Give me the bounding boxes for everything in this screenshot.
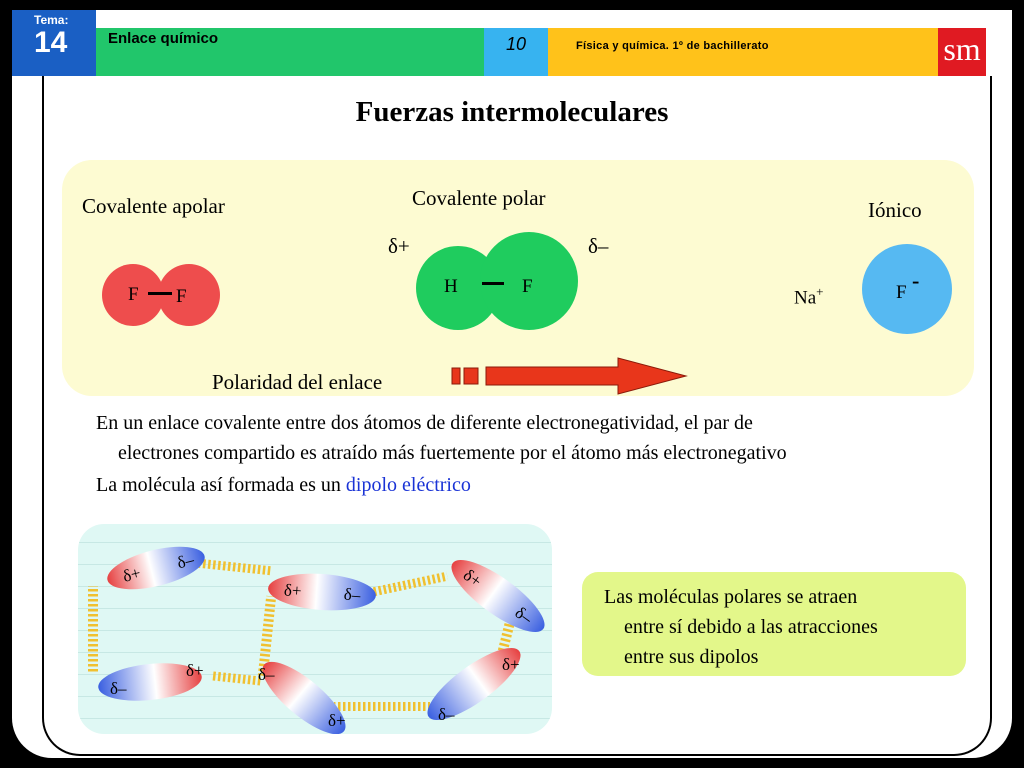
polar-charge-left: δ+ [388,234,410,258]
ionic-label: Iónico [868,198,922,222]
dipole-label-pos: δ+ [186,661,204,680]
polar-atom2-symbol: F [522,276,533,297]
note-line-2: entre sí debido a las atracciones [624,616,878,638]
subject-text: Física y química. 1º de bachillerato [576,40,769,52]
topic-title: Enlace químico [108,30,219,47]
paragraph-line-3-prefix: La molécula así formada es un [96,474,346,496]
polar-bond-line [482,282,504,285]
dipole-label-pos: δ+ [328,711,346,730]
dipole-label-neg: δ– [438,705,455,724]
apolar-label: Covalente apolar [82,194,225,218]
page-number: 10 [505,34,527,54]
apolar-atom2-symbol: F [176,286,187,307]
dipole-label-neg: δ– [258,665,275,684]
dipole-molecule [267,570,377,613]
note-box [582,572,966,676]
bond-types-panel [62,160,974,396]
polar-atom1-symbol: H [444,276,458,297]
paragraph-line-3 [96,474,471,497]
polarity-label: Polaridad del enlace [212,370,383,394]
dipole-label-pos: δ+ [459,565,486,591]
apolar-bond-line [148,292,172,295]
polar-charge-right: δ– [588,234,609,258]
tema-label: Tema: [34,13,69,27]
topic-bar [96,28,484,76]
slide [12,10,1012,758]
ionic-cation-charge: + [816,284,824,299]
dipole-molecule [418,637,530,732]
ionic-anion-atom [862,244,952,334]
dipole-chain-diagram [78,524,552,734]
dipole-label-neg: δ– [110,679,127,698]
dipole-molecule [103,538,209,597]
apolar-atom-right [158,264,220,326]
page-title: Fuerzas intermoleculares [355,96,669,128]
dipole-term: dipolo eléctrico [345,474,471,496]
apolar-atom1-symbol: F [128,284,139,305]
tema-box [12,10,96,76]
publisher-logo: sm [938,28,986,76]
dipole-label-pos: δ+ [283,580,303,601]
dipole-label-pos: δ+ [120,563,143,586]
dipole-label-neg: δ– [343,584,362,605]
dipole-label-pos: δ+ [502,655,520,674]
ionic-anion-symbol: F [896,282,907,303]
header-bar [12,10,1012,76]
ionic-cation-symbol: Na [794,287,817,309]
note-line-1: Las moléculas polares se atraen [604,586,858,608]
tema-number: 14 [34,26,68,59]
page-number-box [484,28,548,76]
dipole-label-neg: δ– [175,549,196,573]
paragraph-line-1: En un enlace covalente entre dos átomos de diferente electronegatividad, el par de [96,412,753,434]
ionic-cation [794,284,824,309]
dipole-label-neg: δ– [511,602,537,628]
polarity-arrow-icon [450,356,690,396]
note-line-3: entre sus dipolos [624,646,759,668]
ionic-anion-charge: - [912,268,920,293]
dipole-molecule [442,549,552,644]
paragraph-line-2: electrones compartido es atraído más fuertemente por el átomo más electronegativo [118,442,787,464]
polar-label: Covalente polar [412,186,546,210]
dipole-interaction-panel [78,524,552,734]
subject-bar [548,28,938,76]
